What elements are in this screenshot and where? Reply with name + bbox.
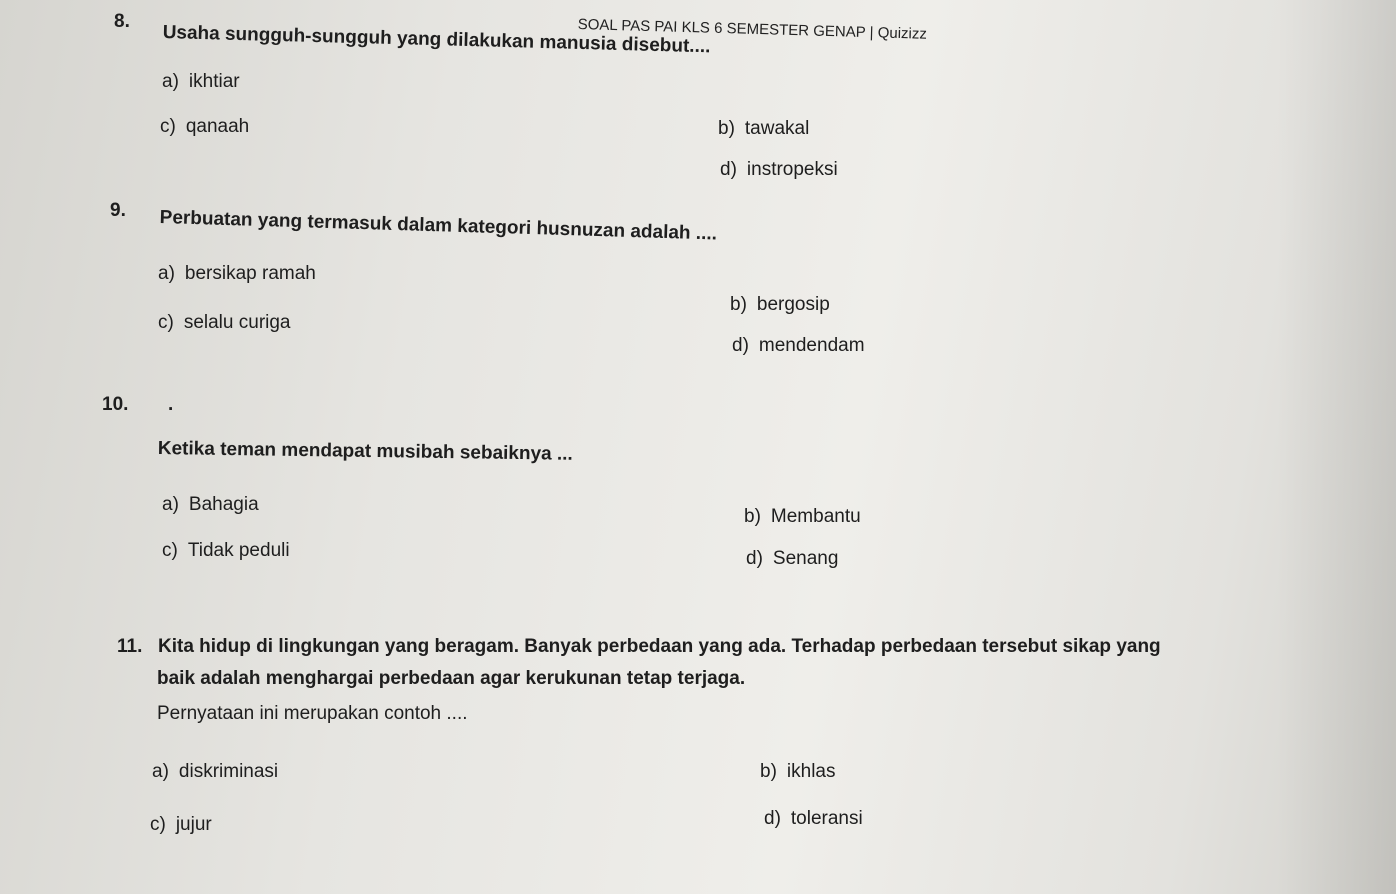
option-text: toleransi <box>790 808 863 829</box>
option-b[interactable] <box>744 506 861 528</box>
question-text-line-1: Kita hidup di lingkungan yang beragam. Banyak perbedaan yang ada. Terhadap perbedaan tersebut sikap yang <box>158 636 1161 657</box>
option-c[interactable] <box>162 540 290 562</box>
option-letter: b) <box>718 118 735 139</box>
option-b[interactable] <box>730 294 830 316</box>
option-letter: b) <box>730 294 747 315</box>
option-letter: a) <box>158 263 175 284</box>
option-text: bergosip <box>756 294 830 315</box>
option-letter: c) <box>162 540 178 561</box>
option-b[interactable] <box>760 761 835 783</box>
option-a[interactable] <box>158 263 316 285</box>
option-letter: c) <box>150 814 166 835</box>
option-letter: a) <box>162 494 179 515</box>
option-text: qanaah <box>185 116 250 137</box>
question-text-line-3: Pernyataan ini merupakan contoh .... <box>157 703 468 724</box>
question-number: 11. <box>117 636 143 657</box>
option-b[interactable] <box>718 118 809 140</box>
page-title: SOAL PAS PAI KLS 6 SEMESTER GENAP | Quizizz <box>577 15 928 43</box>
option-text: ikhlas <box>786 761 836 782</box>
option-letter: d) <box>732 335 749 356</box>
option-letter: c) <box>158 312 174 333</box>
question-text-line-2: baik adalah menghargai perbedaan agar kerukunan tetap terjaga. <box>157 668 746 689</box>
question-number: 9. <box>110 200 126 221</box>
option-text: jujur <box>175 814 212 835</box>
option-a[interactable] <box>162 494 259 516</box>
option-a[interactable] <box>152 761 278 783</box>
option-c[interactable] <box>158 312 291 334</box>
option-text: Membantu <box>770 506 861 527</box>
question-number: 8. <box>114 11 130 32</box>
option-letter: b) <box>744 506 761 527</box>
question-mark: . <box>168 394 174 415</box>
option-text: bersikap ramah <box>184 263 316 284</box>
option-letter: d) <box>764 808 781 829</box>
option-letter: b) <box>760 761 777 782</box>
option-letter: d) <box>746 548 763 569</box>
option-text: instropeksi <box>746 159 838 180</box>
option-d[interactable] <box>746 548 838 570</box>
option-text: mendendam <box>758 335 865 356</box>
option-d[interactable] <box>732 335 865 357</box>
option-d[interactable] <box>720 159 838 181</box>
option-text: Bahagia <box>188 494 259 515</box>
option-c[interactable] <box>150 814 212 836</box>
option-text: Tidak peduli <box>187 540 290 561</box>
option-letter: d) <box>720 159 737 180</box>
option-text: tawakal <box>744 118 810 139</box>
option-text: ikhtiar <box>188 71 240 92</box>
question-number: 10. <box>102 394 129 415</box>
option-text: selalu curiga <box>183 312 291 333</box>
option-text: diskriminasi <box>178 761 279 782</box>
option-a[interactable] <box>162 71 240 93</box>
option-c[interactable] <box>160 116 249 138</box>
option-letter: a) <box>152 761 169 782</box>
question-text: Perbuatan yang termasuk dalam kategori husnuzan adalah .... <box>159 207 718 245</box>
option-letter: a) <box>162 71 179 92</box>
page-shadow <box>1276 0 1396 894</box>
question-text: Usaha sungguh-sungguh yang dilakukan manusia disebut.... <box>162 22 711 58</box>
option-d[interactable] <box>764 808 863 830</box>
option-letter: c) <box>160 116 176 137</box>
question-text: Ketika teman mendapat musibah sebaiknya ... <box>157 438 573 465</box>
option-text: Senang <box>772 548 839 569</box>
